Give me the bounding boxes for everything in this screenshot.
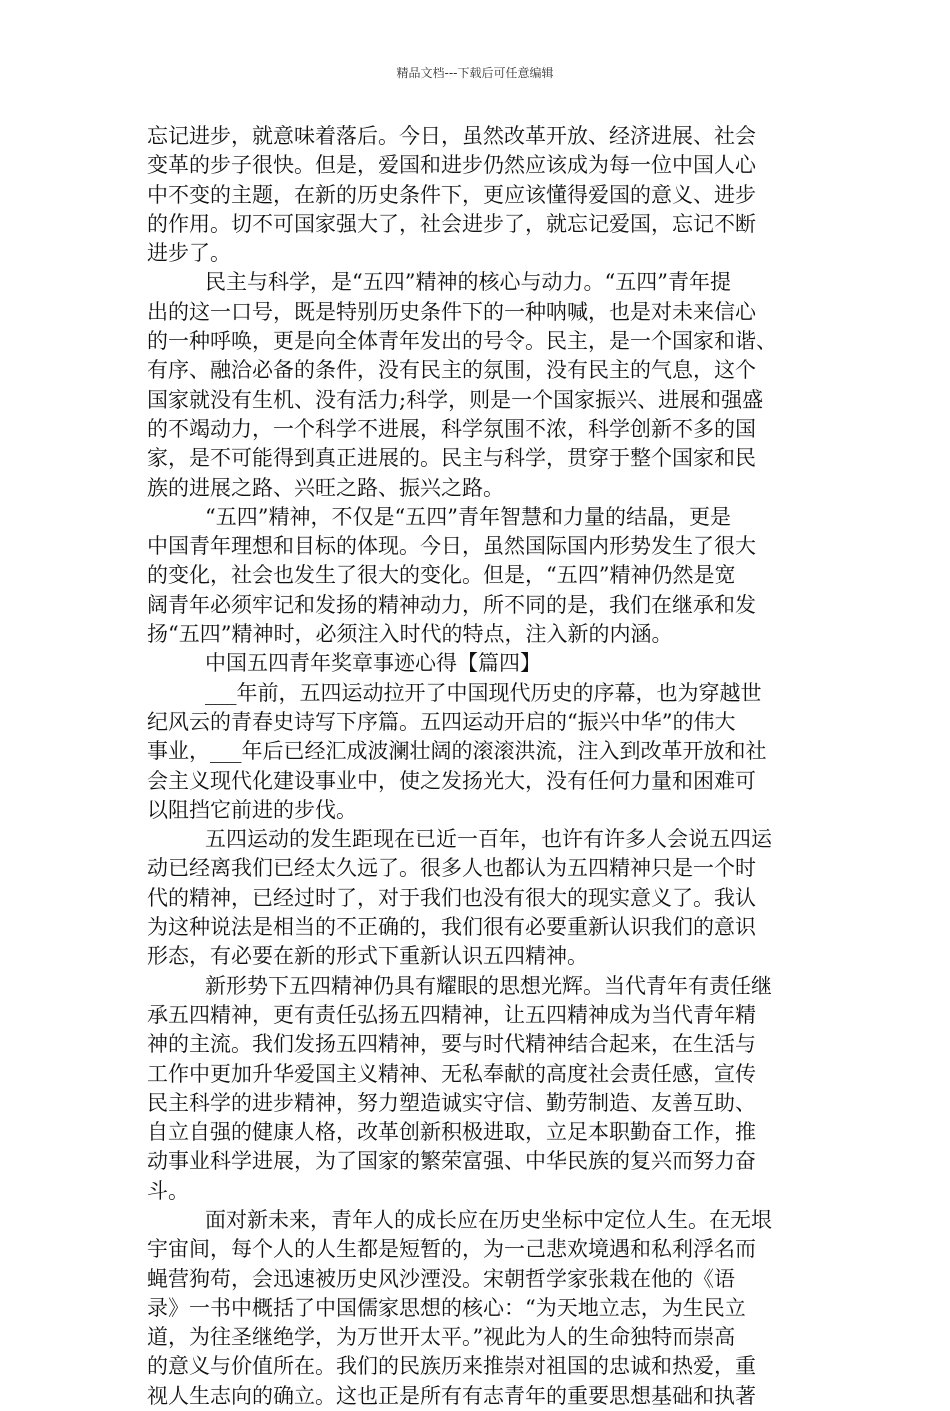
text-line: 动事业科学进展，为了国家的繁荣富强、中华民族的复兴而努力奋	[147, 1149, 756, 1174]
text-line: 忘记进步，就意味着落后。今日，虽然改革开放、经济进展、社会	[147, 124, 756, 148]
text-line: 宇宙间，每个人的人生都是短暂的，为一己悲欢境遇和私利浮名而	[147, 1237, 756, 1262]
text-line: “五四”精神，不仅是“五四”青年智慧和力量的结晶，更是	[205, 504, 731, 529]
text-line: 阔青年必须牢记和发扬的精神动力，所不同的是，我们在继承和发	[147, 592, 756, 617]
text-line: 神的主流。我们发扬五四精神，要与时代精神结合起来，在生活与	[147, 1032, 756, 1057]
text-line: 的不竭动力，一个科学不进展，科学氛围不浓，科学创新不多的国	[147, 416, 756, 441]
text-line: 事业，___年后已经汇成波澜壮阔的滚滚洪流，注入到改革开放和社	[147, 739, 767, 764]
text-line: 斗。	[147, 1178, 189, 1203]
text-line: 承五四精神，更有责任弘扬五四精神，让五四精神成为当代青年精	[147, 1002, 756, 1027]
text-line: 扬“五四”精神时，必须注入时代的特点，注入新的内涵。	[147, 622, 673, 647]
text-line: 工作中更加升华爱国主义精神、无私奉献的高度社会责任感，宣传	[147, 1061, 756, 1086]
text-line: 代的精神，已经过时了，对于我们也没有很大的现实意义了。我认	[147, 885, 756, 910]
text-line: 的变化，社会也发生了很大的变化。但是，“五四”精神仍然是宽	[147, 563, 736, 588]
text-line: 进步了。	[147, 241, 231, 266]
text-line: 新形势下五四精神仍具有耀眼的思想光辉。当代青年有责任继	[205, 973, 772, 998]
text-line: 出的这一口号，既是特别历史条件下的一种呐喊，也是对未来信心	[147, 299, 756, 324]
text-line: 蝇营狗苟，会迅速被历史风沙湮没。宋朝哲学家张栽在他的《语	[147, 1266, 735, 1291]
text-line: 为这种说法是相当的不正确的，我们很有必要重新认识我们的意识	[147, 915, 756, 940]
text-line: 中不变的主题，在新的历史条件下，更应该懂得爱国的意义、进步	[147, 182, 756, 207]
text-line: 视人生志向的确立。这也正是所有有志青年的重要思想基础和执著	[147, 1383, 756, 1408]
text-line: 形态，有必要在新的形式下重新认识五四精神。	[147, 944, 588, 969]
text-line: 纪风云的青春史诗写下序篇。五四运动开启的“振兴中华”的伟大	[147, 709, 736, 734]
text-line: 会主义现代化建设事业中，使之发扬光大，没有任何力量和困难可	[147, 768, 756, 793]
text-line: 的作用。切不可国家强大了，社会进步了，就忘记爱国，忘记不断	[147, 211, 756, 236]
text-line: 面对新未来，青年人的成长应在历史坐标中定位人生。在无垠	[205, 1207, 772, 1232]
page-header: 精品文档---下载后可任意编辑	[396, 66, 554, 80]
document-body	[147, 122, 810, 1411]
text-line: 中国青年理想和目标的体现。今日，虽然国际国内形势发生了很大	[147, 534, 756, 559]
text-line: 有序、融洽必备的条件，没有民主的氛围，没有民主的气息，这个	[147, 358, 756, 383]
text-line: 动已经离我们已经太久远了。很多人也都认为五四精神只是一个时	[147, 856, 756, 881]
text-line: 家，是不可能得到真正进展的。民主与科学，贯穿于整个国家和民	[147, 446, 756, 471]
text-line: 民主科学的进步精神，努力塑造诚实守信、勤劳制造、友善互助、	[147, 1090, 756, 1115]
text-line: 的意义与价值所在。我们的民族历来推崇对祖国的忠诚和热爱，重	[147, 1354, 756, 1379]
text-line: 民主与科学，是“五四”精神的核心与动力。“五四”青年提	[205, 270, 731, 295]
text-line: 五四运动的发生距现在已近一百年，也许有许多人会说五四运	[205, 827, 772, 852]
text-line: 国家就没有生机、没有活力;科学，则是一个国家振兴、进展和强盛	[147, 387, 764, 412]
text-line: 自立自强的健康人格，改革创新积极进取，立足本职勤奋工作，推	[147, 1120, 756, 1145]
text-line: 变革的步子很快。但是，爱国和进步仍然应该成为每一位中国人心	[147, 153, 756, 178]
text-line: 以阻挡它前进的步伐。	[147, 797, 357, 822]
text-line: 中国五四青年奖章事迹心得【篇四】	[205, 651, 541, 676]
text-line: 族的进展之路、兴旺之路、振兴之路。	[147, 475, 504, 500]
text-line: 道，为往圣继绝学，为万世开太平。”视此为人的生命独特而崇高	[147, 1325, 736, 1350]
text-line: 的一种呼唤，更是向全体青年发出的号令。民主，是一个国家和谐、	[147, 329, 777, 354]
text-line: ___年前，五四运动拉开了中国现代历史的序幕，也为穿越世	[205, 680, 762, 705]
text-line: 录》一书中概括了中国儒家思想的核心：“为天地立志，为生民立	[147, 1295, 746, 1320]
